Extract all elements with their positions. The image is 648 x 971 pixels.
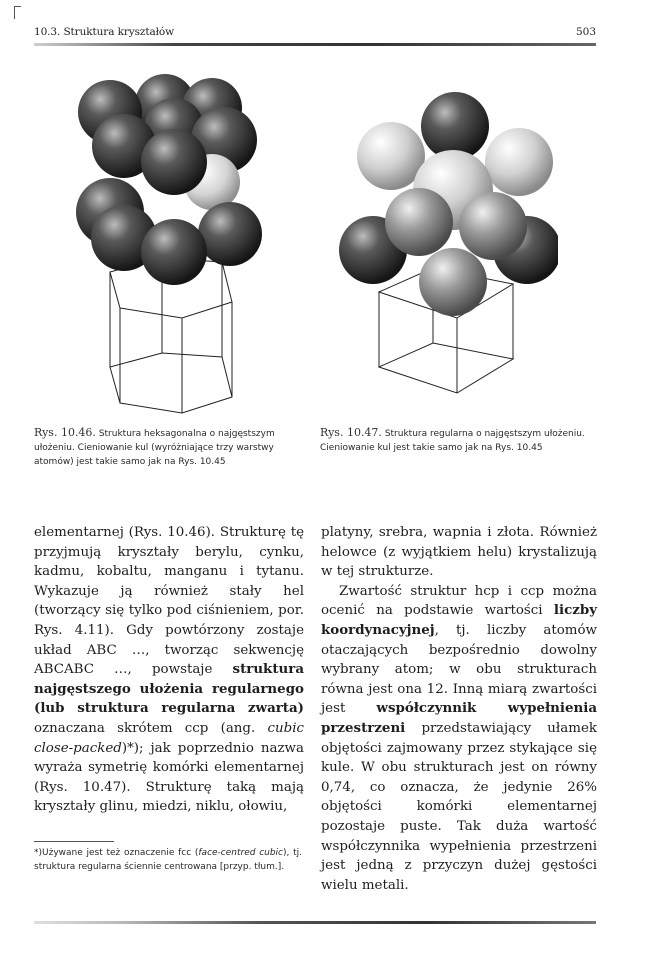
hcp-spheres — [76, 74, 262, 285]
section-title: 10.3. Struktura kryształów — [34, 26, 175, 38]
ccp-illustration — [333, 82, 558, 427]
figure-label: Rys. 10.47. — [320, 426, 382, 439]
bold-term: liczby koordynacyjnej — [321, 602, 597, 638]
bold-term: współczynnik wypełnienia przestrzeni — [321, 700, 597, 736]
footer-rule — [34, 921, 596, 924]
running-header — [34, 26, 596, 42]
paragraph: elementarnej (Rys. 10.46). Strukturę tę przyjmują kryształy berylu, cynku, kadmu, kobaltu, manganu i tytanu. Wykazuje ją również stały hel (tworzący się tylko pod ciśnieniem, por. Rys. 4.11). Gdy powtórzony zostaje układ ABC …, tworząc sekwencję ABCABC …, powstaje struktura najgęstszego ułożenia regularnego (lub struktura regularna zwarta) oznaczana skrótem ccp (ang. cubic close-packed)*); jak poprzednio nazwa wyraża symetrię komórki elementarnej (Rys. 10.47). Strukturę taką mają kryształy glinu, miedzi, niklu, ołowiu, — [34, 525, 304, 815]
paragraph: Zwartość struktur hcp i ccp można ocenić na podstawie wartości liczby koordynacyjnej, tj. liczby atomów otaczających bezpośrednio dowolny wybrany atom; w obu strukturach równa jest ona 12. Inną miarą zwartości jest współczynnik wypełnienia przestrzeni przedstawiający ułamek objętości zajmowany przez stykające się kule. W obu strukturach jest on równy 0,74, co oznacza, że jedynie 26% objętości komórki elementarnej pozostaje puste. Tak duża wartość współczynnika wypełnienia przestrzeni jest jedną z przyczyn dużej gęstości wielu metali. — [321, 583, 597, 893]
figure-label: Rys. 10.46. — [34, 426, 96, 439]
footnote-rule — [34, 841, 114, 842]
bold-term: struktura najgęstszego ułożenia regularnego (lub struktura regularna zwarta) — [34, 661, 304, 717]
caption-text: Struktura heksagonalna o najgęstszym ułożeniu. Cieniowanie kul (wyróżniające trzy warstwy atomów) jest takie samo jak na Rys. 10.45 — [34, 429, 275, 467]
footnote: *)Używane jest też oznaczenie fcc (face-centred cubic), tj. struktura regularna ściennie centrowana [przyp. tłum.]. — [34, 848, 302, 872]
paragraph: platyny, srebra, wapnia i złota. Również helowce (z wyjątkiem helu) krystalizują w tej strukturze. — [321, 525, 597, 580]
page-number: 503 — [575, 26, 596, 38]
ccp-spheres — [339, 92, 558, 316]
figure-ccp-structure — [333, 82, 558, 427]
figure-caption-left — [34, 426, 306, 469]
caption-text: Struktura regularna o najgęstszym ułożeniu. Cieniowanie kul jest takie samo jak na Rys. 10.45 — [320, 429, 585, 453]
header-rule — [34, 43, 596, 46]
text-column-right — [321, 523, 597, 895]
italic-term: cubic close-packed — [34, 720, 304, 756]
footnote-mark: *) — [34, 848, 43, 858]
figure-caption-right — [320, 426, 598, 455]
footnote-mark: )*) — [121, 740, 139, 756]
crop-mark — [14, 6, 21, 19]
figure-hcp-structure — [62, 62, 282, 427]
text-column-left — [34, 523, 304, 817]
hcp-illustration — [62, 62, 282, 427]
